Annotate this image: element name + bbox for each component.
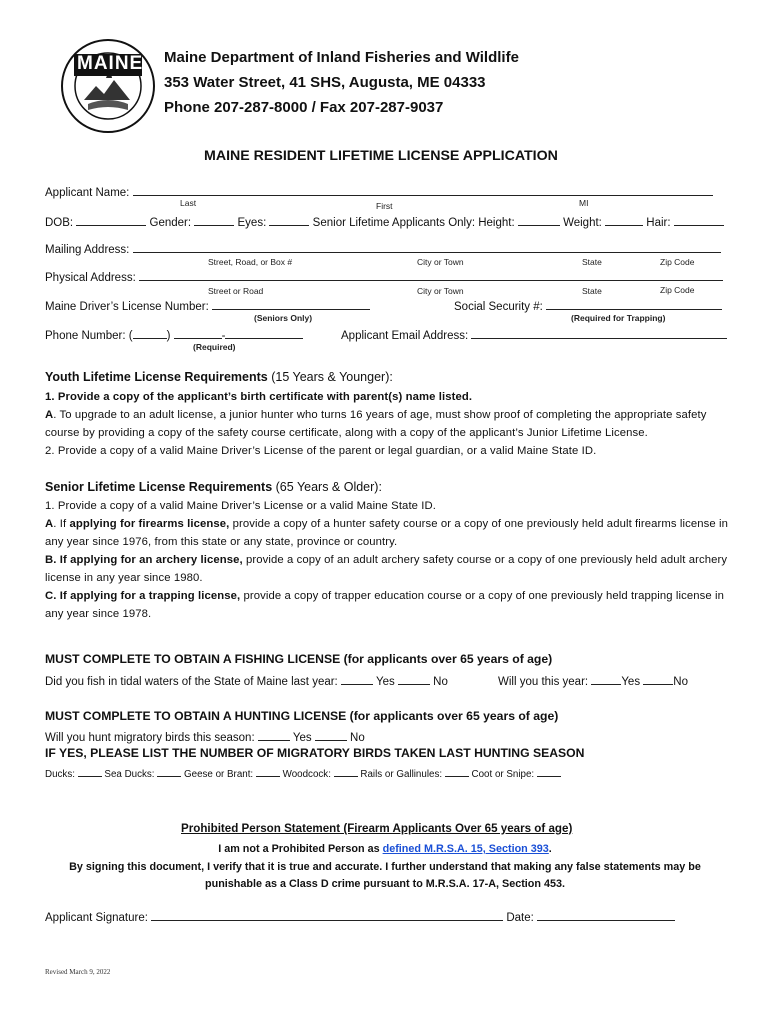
required-trapping-note: (Required for Trapping) [571,313,666,323]
applicant-name-row: Applicant Name: [45,183,713,199]
youth-item-a: A. To upgrade to an adult license, a junior hunter who turns 16 years of age, must show proof of completing the appropriate safety [45,409,707,421]
prohibited-heading: Prohibited Person Statement (Firearm Applicants Over 65 years of age) [181,822,573,835]
revised-date: Revised March 9, 2022 [45,968,111,976]
senior-item-c: C. If applying for a trapping license, provide a copy of trapper education course or a copy of one previously held trapping license in [45,590,724,602]
street-road-label: Street or Road [208,286,264,296]
required-note: (Required) [193,342,236,352]
phone-prefix-field[interactable] [174,326,222,339]
birds-list-heading: IF YES, PLEASE LIST THE NUMBER OF MIGRATORY BIRDS TAKEN LAST HUNTING SEASON [45,746,585,760]
fishing-heading: MUST COMPLETE TO OBTAIN A FISHING LICENSE (for applicants over 65 years of age) [45,652,553,666]
state-label: State [582,257,602,267]
youth-heading: Youth Lifetime License Requirements (15 Years & Younger): [45,370,393,384]
phone-line-field[interactable] [225,326,303,339]
hunting-question-row: Will you hunt migratory birds this season: Yes No [45,728,365,744]
fishing-yes2-field[interactable] [591,672,621,685]
rails-field[interactable] [445,766,469,777]
signature-row: Applicant Signature: Date: [45,908,675,924]
hunting-no-field[interactable] [315,728,347,741]
gender-field[interactable] [194,213,234,226]
state-label-2: State [582,286,602,296]
mailing-address-row: Mailing Address: [45,240,721,256]
seniors-only-note: (Seniors Only) [254,313,313,323]
prohibited-line-3: punishable as a Class D crime pursuant to M.R.S.A. 17-A, Section 453. [205,878,565,890]
fishing-no-field[interactable] [398,672,430,685]
prohibited-line-2: By signing this document, I verify that it is true and accurate. I further understand that making any false statements may be [69,861,701,873]
senior-item-1: 1. Provide a copy of a valid Maine Driver’s License or a valid Maine State ID. [45,500,437,512]
drivers-license-field[interactable] [212,297,370,310]
senior-item-a-cont: any year since 1976, from this state or any state, province or country. [45,536,398,548]
weight-field[interactable] [605,213,643,226]
applicant-name-field[interactable] [133,183,713,196]
dob-field[interactable] [76,213,146,226]
org-phone: Phone 207-287-8000 / Fax 207-287-9037 [164,99,444,116]
last-label: Last [180,198,197,208]
zip-label-2: Zip Code [660,285,695,295]
hunting-yes-field[interactable] [258,728,290,741]
physical-address-field[interactable] [139,268,723,281]
hunting-heading: MUST COMPLETE TO OBTAIN A HUNTING LICENSE (for applicants over 65 years of age) [45,709,559,723]
senior-item-b: B. If applying for an archery license, provide a copy of an adult archery safety course or a copy of one previously held adult archery [45,554,728,566]
coot-snipe-field[interactable] [537,766,561,777]
ssn-field[interactable] [546,297,722,310]
fishing-yes-field[interactable] [341,672,373,685]
page-title: MAINE RESIDENT LIFETIME LICENSE APPLICATION [204,148,558,164]
birds-row: Ducks: Sea Ducks: Geese or Brant: Woodcock: Rails or Gallinules: Coot or Snipe: [45,766,561,780]
org-name: Maine Department of Inland Fisheries and Wildlife [164,49,519,66]
first-label: First [376,201,393,211]
fishing-question-row: Did you fish in tidal waters of the State of Maine last year: Yes No [45,672,448,688]
physical-address-row: Physical Address: [45,268,723,284]
email-field[interactable] [471,326,727,339]
senior-requirements [45,497,730,623]
ssn-row: Social Security #: [454,297,722,313]
zip-label: Zip Code [660,257,695,267]
city-label: City or Town [417,257,464,267]
youth-requirements [45,388,730,460]
org-address: 353 Water Street, 41 SHS, Augusta, ME 04333 [164,74,486,91]
height-field[interactable] [518,213,560,226]
email-row: Applicant Email Address: [341,326,727,342]
fishing-no2-field[interactable] [643,672,673,685]
woodcock-field[interactable] [334,766,358,777]
fishing-this-year-row: Will you this year: Yes No [498,672,688,688]
signature-field[interactable] [151,908,503,921]
mi-label: MI [579,198,589,208]
geese-field[interactable] [256,766,280,777]
senior-item-a: A. If applying for firearms license, provide a copy of a hunter safety course or a copy of one previously held adult firearms license in [45,518,728,530]
logo-wordmark: MAINE [77,53,144,74]
senior-item-c-cont: any year since 1978. [45,608,152,620]
eyes-field[interactable] [269,213,309,226]
prohibited-line-1: I am not a Prohibited Person as defined M.R.S.A. 15, Section 393. [218,843,552,855]
agency-logo [60,38,156,134]
youth-item-2: 2. Provide a copy of a valid Maine Driver’s License of the parent or legal guardian, or a valid Maine State ID. [45,445,597,457]
senior-item-b-cont: license in any year since 1980. [45,572,203,584]
ducks-field[interactable] [78,766,102,777]
sea-ducks-field[interactable] [157,766,181,777]
dob-row: DOB: Gender: Eyes: Senior Lifetime Applicants Only: Height: Weight: Hair: [45,213,724,229]
youth-item-a-cont: course by providing a copy of the safety course certificate, along with a copy of the applicant’s Junior Lifetime License. [45,427,648,439]
senior-heading: Senior Lifetime License Requirements (65 Years & Older): [45,480,382,494]
phone-row: Phone Number: ( ) - [45,326,303,342]
city-label-2: City or Town [417,286,464,296]
date-field[interactable] [537,908,675,921]
hair-field[interactable] [674,213,724,226]
street-box-label: Street, Road, or Box # [208,257,293,267]
youth-item-1: 1. Provide a copy of the applicant’s birth certificate with parent(s) name listed. [45,391,473,403]
drivers-license-row: Maine Driver’s License Number: [45,297,370,313]
msra-link[interactable]: defined M.R.S.A. 15, Section 393 [382,843,549,855]
phone-area-field[interactable] [133,326,167,339]
mailing-address-field[interactable] [133,240,721,253]
